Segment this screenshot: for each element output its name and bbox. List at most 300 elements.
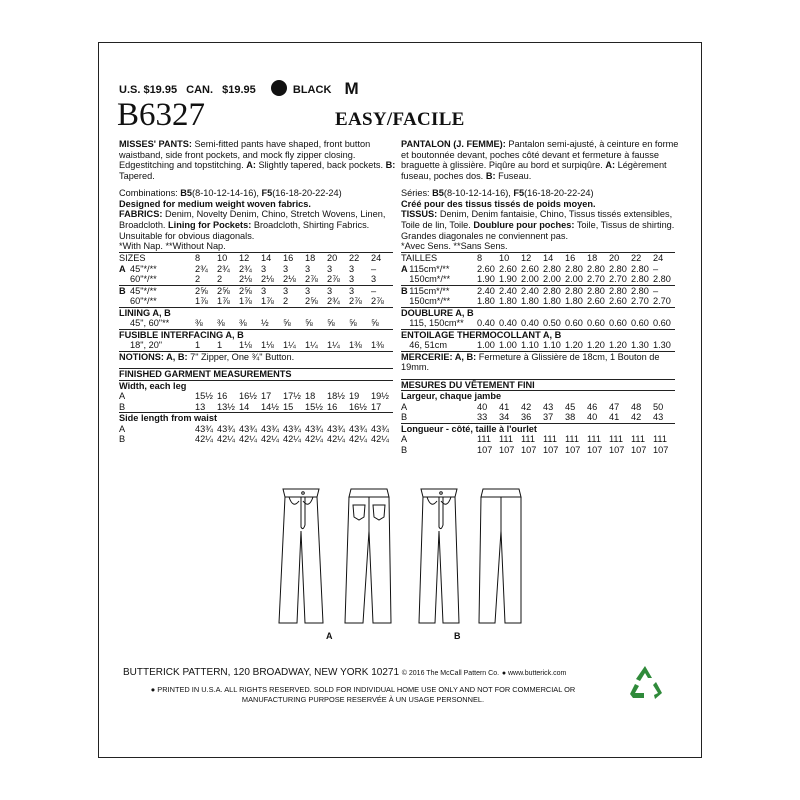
view-a-front-drawing bbox=[279, 489, 323, 623]
publisher-address: BUTTERICK PATTERN, 120 BROADWAY, NEW YORK 10271 bbox=[123, 667, 400, 678]
measurement-value: 43¾ bbox=[371, 423, 389, 434]
pattern-envelope-back bbox=[98, 42, 702, 758]
fabrics: FABRICS: Denim, Novelty Denim, Chino, Stretch Wovens, Linen, Broadcloth. Lining for Pockets: Broadcloth, Shirting Fabrics. bbox=[119, 209, 386, 230]
yardage-value: 1⅞ bbox=[217, 296, 230, 307]
yardage-row bbox=[119, 264, 393, 275]
width-header bbox=[401, 391, 675, 402]
measurement-value: 42¼ bbox=[239, 434, 257, 445]
website: ● www.butterick.com bbox=[501, 670, 567, 677]
measurement-value: 107 bbox=[521, 444, 537, 455]
yardage-value: ⅜ bbox=[195, 318, 203, 329]
yardage-value: 1.30 bbox=[653, 340, 671, 351]
measurement-value: 43¾ bbox=[349, 423, 367, 434]
size-heading: 12 bbox=[239, 253, 250, 264]
unsuitable-note: Grandes diagonales ne conviennent pas. bbox=[401, 230, 569, 241]
measurement-value: 37 bbox=[543, 412, 554, 423]
blank bbox=[409, 434, 477, 445]
yardage-value: 3 bbox=[371, 274, 377, 285]
unsuitable-note: Unsuitable for obvious diagonals. bbox=[119, 230, 255, 241]
measurement-value: 13 bbox=[195, 401, 206, 412]
yardage-value: 2.70 bbox=[653, 296, 671, 307]
view-letter: B bbox=[119, 434, 126, 445]
yardage-value: 2¾ bbox=[217, 263, 230, 274]
lining-header bbox=[119, 307, 393, 318]
measurement-value: 42¼ bbox=[217, 434, 235, 445]
yardage-value: 2.40 bbox=[521, 285, 539, 296]
yardage-value: 1.10 bbox=[521, 340, 539, 351]
yardage-value: 2.60 bbox=[521, 263, 539, 274]
blank bbox=[130, 391, 195, 402]
fabrics: TISSUS: Denim, Denim fantaisie, Chino, Tissus tissés extensibles, Toile de lin, Toile. Doublure pour poches: Toile, Tissus de shirting. bbox=[401, 209, 675, 230]
yardage-table bbox=[401, 252, 675, 455]
yardage-value: 2⅞ bbox=[371, 296, 384, 307]
measurement-value: 43¾ bbox=[217, 423, 235, 434]
measurement-value: 18½ bbox=[327, 391, 345, 402]
width-row bbox=[119, 402, 393, 413]
measurement-value: 107 bbox=[587, 444, 603, 455]
section-label: Width, each leg bbox=[119, 380, 187, 391]
width-row bbox=[401, 412, 675, 423]
side-length-header bbox=[401, 423, 675, 434]
measurement-value: 111 bbox=[653, 434, 667, 445]
yardage-value: 2.40 bbox=[499, 285, 517, 296]
nap-note: *With Nap. **Without Nap. bbox=[119, 241, 226, 252]
yardage-row bbox=[401, 296, 675, 307]
fabric-width: 60"*/** bbox=[130, 274, 157, 285]
yardage-value: 1.20 bbox=[609, 340, 627, 351]
yardage-value: ⅝ bbox=[305, 318, 313, 329]
yardage-value: 1.80 bbox=[565, 296, 583, 307]
blank bbox=[130, 424, 195, 435]
section-label: LINING A, B bbox=[119, 307, 171, 318]
yardage-value: 3 bbox=[327, 263, 333, 274]
sizes-label: SIZES bbox=[119, 253, 146, 264]
measurement-value: 42 bbox=[631, 412, 642, 423]
yardage-value: 2.00 bbox=[521, 274, 539, 285]
size-header-row bbox=[119, 253, 393, 264]
lining-row bbox=[401, 318, 675, 329]
measurement-value: 42¼ bbox=[349, 434, 367, 445]
measurement-value: 43¾ bbox=[327, 423, 345, 434]
yardage-value: – bbox=[653, 263, 659, 274]
yardage-value: 2.80 bbox=[543, 285, 561, 296]
measurement-value: 17 bbox=[371, 401, 382, 412]
yardage-table bbox=[119, 252, 393, 445]
measurement-value: 19½ bbox=[371, 391, 389, 402]
yardage-value: 2.80 bbox=[565, 285, 583, 296]
side-length-row bbox=[119, 434, 393, 445]
yardage-value: 1⅜ bbox=[349, 340, 362, 351]
width-row bbox=[401, 402, 675, 413]
section-label: MESURES DU VÊTEMENT FINI bbox=[401, 379, 535, 390]
yardage-value: 1¼ bbox=[305, 340, 318, 351]
view-letter: B bbox=[401, 412, 408, 423]
measurement-value: 16½ bbox=[349, 401, 367, 412]
lining-row bbox=[119, 318, 393, 329]
view-b-front-drawing bbox=[419, 489, 459, 623]
fabric-width: 115cm*/** bbox=[409, 263, 450, 274]
size-heading: 10 bbox=[499, 253, 510, 264]
view-letter: B bbox=[401, 285, 408, 296]
yardage-value: 1.20 bbox=[587, 340, 605, 351]
notions: NOTIONS: A, B: 7" Zipper, One ¾" Button. bbox=[119, 351, 295, 362]
sizes-label: TAILLES bbox=[401, 253, 438, 264]
yardage-value: 1⅛ bbox=[261, 340, 274, 351]
measurement-value: 40 bbox=[587, 412, 598, 423]
measurement-value: 34 bbox=[499, 412, 510, 423]
yardage-value: 2⅞ bbox=[327, 274, 340, 285]
side-length-row bbox=[119, 424, 393, 435]
fabric-width: 60"*/** bbox=[130, 296, 157, 307]
yardage-value: 2¾ bbox=[195, 263, 208, 274]
measurement-value: 43¾ bbox=[239, 423, 257, 434]
view-letter: B bbox=[119, 285, 126, 296]
measurement-value: 111 bbox=[631, 434, 645, 445]
yardage-value: ½ bbox=[261, 318, 269, 329]
yardage-value: 2.80 bbox=[631, 285, 649, 296]
yardage-row bbox=[401, 274, 675, 285]
yardage-value: 3 bbox=[305, 285, 311, 296]
yardage-value: 0.60 bbox=[587, 318, 605, 329]
yardage-value: 2.70 bbox=[587, 274, 605, 285]
blank bbox=[409, 412, 477, 423]
yardage-value: 1.30 bbox=[631, 340, 649, 351]
yardage-value: 1¼ bbox=[327, 340, 340, 351]
fabric-width: 150cm*/** bbox=[409, 274, 451, 285]
size-letter: M bbox=[344, 79, 359, 98]
measurement-value: 41 bbox=[609, 412, 620, 423]
view-letter bbox=[401, 296, 409, 307]
yardage-value: 1.00 bbox=[477, 340, 495, 351]
size-header-row bbox=[401, 253, 675, 264]
view-letter bbox=[401, 274, 409, 285]
view-a-label: A bbox=[326, 631, 333, 641]
yardage-value: – bbox=[653, 285, 659, 296]
measurement-value: 16 bbox=[327, 401, 338, 412]
yardage-value: 2.60 bbox=[477, 263, 495, 274]
interfacing-header bbox=[401, 329, 675, 340]
measurement-value: 107 bbox=[609, 444, 625, 455]
yardage-value: ⅝ bbox=[283, 318, 291, 329]
yardage-value: 2.60 bbox=[609, 296, 627, 307]
notions-label: MERCERIE: A, B: bbox=[401, 351, 477, 362]
yardage-value: 2.80 bbox=[609, 263, 627, 274]
legal-notice: ● PRINTED IN U.S.A. ALL RIGHTS RESERVED. SOLD FOR INDIVIDUAL HOME USE ONLY AND NOT FOR COMMERCIAL OR MANUFACTURING PURPOSE RESERVÉE À UN USAGE PERSONNEL. bbox=[150, 685, 576, 704]
yardage-value: 3 bbox=[261, 263, 267, 274]
notions-row bbox=[119, 351, 393, 362]
interfacing-row bbox=[119, 340, 393, 351]
side-length-header bbox=[119, 413, 393, 424]
yardage-row bbox=[401, 285, 675, 296]
fabric-width: 115cm*/** bbox=[409, 285, 450, 296]
measurement-value: 111 bbox=[565, 434, 579, 445]
yardage-value: 1 bbox=[217, 340, 223, 351]
yardage-value: 2.80 bbox=[565, 263, 583, 274]
yardage-value: ⅝ bbox=[349, 318, 357, 329]
measurement-value: 107 bbox=[543, 444, 559, 455]
description: MISSES' PANTS: Semi-fitted pants have shaped, front button waistband, side front pockets, and mock fly zipper closing. Edgestitching and topstitching. A: Slightly tapered, back pockets. B: Tapered. bbox=[119, 139, 396, 182]
yardage-value: 1.10 bbox=[543, 340, 561, 351]
yardage-value: 2⅛ bbox=[239, 274, 252, 285]
yardage-value: 2.00 bbox=[543, 274, 561, 285]
yardage-value: 2⅝ bbox=[305, 296, 318, 307]
blank bbox=[409, 445, 477, 456]
view-letter: B bbox=[119, 401, 126, 412]
measurement-value: 40 bbox=[477, 401, 488, 412]
measurement-value: 14½ bbox=[261, 401, 279, 412]
yardage-value: 2 bbox=[217, 274, 223, 285]
view-letter: B bbox=[401, 444, 408, 455]
size-heading: 22 bbox=[631, 253, 642, 264]
yardage-value: 1⅜ bbox=[371, 340, 384, 351]
interfacing-row bbox=[401, 340, 675, 351]
yardage-value: – bbox=[371, 263, 377, 274]
measurement-value: 107 bbox=[653, 444, 669, 455]
view-letter bbox=[119, 296, 130, 307]
yardage-value: 1⅛ bbox=[239, 340, 252, 351]
blank bbox=[130, 434, 195, 445]
blank bbox=[409, 402, 477, 413]
measurement-value: 42¼ bbox=[283, 434, 301, 445]
measurement-value: 50 bbox=[653, 401, 664, 412]
yardage-value: 3 bbox=[283, 285, 289, 296]
measurement-value: 107 bbox=[477, 444, 493, 455]
yardage-value: 2⅛ bbox=[261, 274, 274, 285]
publisher-line bbox=[123, 667, 566, 678]
yardage-value: 2.00 bbox=[565, 274, 583, 285]
yardage-value: 1.90 bbox=[477, 274, 495, 285]
yardage-value: 1⅞ bbox=[195, 296, 208, 307]
lining-header bbox=[401, 307, 675, 318]
finished-header bbox=[119, 369, 393, 381]
view-letter: A bbox=[401, 434, 408, 445]
fabric-width: 45", 60"** bbox=[130, 318, 170, 329]
measurement-value: 41 bbox=[499, 401, 510, 412]
measurement-value: 43¾ bbox=[261, 423, 279, 434]
measurement-value: 13½ bbox=[217, 401, 235, 412]
yardage-value: 0.60 bbox=[565, 318, 583, 329]
view-letter bbox=[119, 274, 130, 285]
yardage-value: 2.40 bbox=[477, 285, 495, 296]
measurement-value: 43¾ bbox=[283, 423, 301, 434]
size-heading: 8 bbox=[195, 253, 201, 264]
measurement-value: 48 bbox=[631, 401, 642, 412]
pants-line-drawings bbox=[269, 487, 539, 627]
section-label: Longueur - côté, taille à l'ourlet bbox=[401, 423, 537, 434]
measurement-value: 43 bbox=[543, 401, 554, 412]
yardage-value: 0.60 bbox=[653, 318, 671, 329]
measurement-value: 15½ bbox=[305, 401, 323, 412]
measurement-value: 33 bbox=[477, 412, 488, 423]
yardage-value: 0.40 bbox=[477, 318, 495, 329]
yardage-value: 2⅞ bbox=[349, 296, 362, 307]
view-a-back-drawing bbox=[345, 489, 391, 623]
yardage-value: 1.80 bbox=[521, 296, 539, 307]
notions-row bbox=[401, 351, 675, 373]
measurement-value: 111 bbox=[477, 434, 491, 445]
measurement-value: 17 bbox=[261, 391, 272, 402]
yardage-value: 2¾ bbox=[239, 263, 252, 274]
measurement-value: 14 bbox=[239, 401, 250, 412]
yardage-value: – bbox=[371, 285, 377, 296]
yardage-row bbox=[119, 296, 393, 307]
us-price: U.S. $19.95 bbox=[119, 84, 178, 96]
yardage-value: 1.00 bbox=[499, 340, 517, 351]
yardage-value: 2 bbox=[195, 274, 201, 285]
yardage-value: 2.80 bbox=[587, 285, 605, 296]
designed-for: Créé pour des tissus tissés de poids moyen. bbox=[401, 198, 596, 209]
can-label: CAN. bbox=[186, 84, 214, 96]
yardage-value: 2.60 bbox=[587, 296, 605, 307]
measurement-value: 17½ bbox=[283, 391, 301, 402]
english-column bbox=[119, 139, 397, 445]
finished-header bbox=[401, 379, 675, 391]
yardage-value: 1.80 bbox=[543, 296, 561, 307]
size-heading: 18 bbox=[305, 253, 316, 264]
yardage-value: 2.70 bbox=[631, 296, 649, 307]
interfacing-header bbox=[119, 329, 393, 340]
section-label: FINISHED GARMENT MEASUREMENTS bbox=[119, 369, 292, 380]
measurement-value: 19 bbox=[349, 391, 360, 402]
view-b-label: B bbox=[454, 631, 461, 641]
measurement-value: 18 bbox=[305, 391, 316, 402]
measurement-value: 107 bbox=[499, 444, 515, 455]
notions-label: NOTIONS: A, B: bbox=[119, 351, 188, 362]
measurement-value: 42¼ bbox=[195, 434, 213, 445]
section-label: Side length from waist bbox=[119, 413, 218, 424]
size-heading: 14 bbox=[261, 253, 272, 264]
size-heading: 10 bbox=[217, 253, 228, 264]
size-heading: 16 bbox=[283, 253, 294, 264]
view-b-back-drawing bbox=[479, 489, 521, 623]
yardage-value: 2.80 bbox=[631, 263, 649, 274]
size-heading: 8 bbox=[477, 253, 483, 264]
measurement-value: 111 bbox=[543, 434, 557, 445]
fabric-width: 46, 51cm bbox=[409, 340, 448, 351]
measurement-value: 46 bbox=[587, 401, 598, 412]
yardage-row bbox=[119, 285, 393, 296]
section-label: ENTOILAGE THERMOCOLLANT A, B bbox=[401, 329, 562, 340]
yardage-value: 2⅝ bbox=[217, 285, 230, 296]
yardage-value: 2.80 bbox=[609, 285, 627, 296]
black-circle-icon bbox=[271, 80, 287, 96]
yardage-value: 1.90 bbox=[499, 274, 517, 285]
yardage-value: 1¼ bbox=[283, 340, 296, 351]
side-length-row bbox=[401, 434, 675, 445]
yardage-value: 2⅞ bbox=[305, 274, 318, 285]
section-label: Largeur, chaque jambe bbox=[401, 391, 502, 402]
fabric-width: 45"*/** bbox=[130, 263, 157, 274]
yardage-value: ⅝ bbox=[327, 318, 335, 329]
yardage-row bbox=[401, 264, 675, 275]
yardage-value: 3 bbox=[349, 285, 355, 296]
fabric-width: 115, 150cm** bbox=[409, 318, 464, 329]
measurement-value: 45 bbox=[565, 401, 576, 412]
yardage-value: 2⅝ bbox=[195, 285, 208, 296]
measurement-value: 111 bbox=[609, 434, 623, 445]
view-letter: A bbox=[401, 401, 408, 412]
yardage-value: 0.40 bbox=[499, 318, 517, 329]
yardage-value: 1.80 bbox=[477, 296, 495, 307]
yardage-value: 2.80 bbox=[587, 263, 605, 274]
yardage-value: 2.60 bbox=[499, 263, 517, 274]
measurement-value: 107 bbox=[631, 444, 647, 455]
size-heading: 20 bbox=[327, 253, 338, 264]
measurement-value: 42¼ bbox=[261, 434, 279, 445]
measurement-value: 42¼ bbox=[305, 434, 323, 445]
yardage-value: 2¾ bbox=[327, 296, 340, 307]
yardage-value: 1.80 bbox=[499, 296, 517, 307]
french-column bbox=[401, 139, 679, 455]
measurement-value: 15 bbox=[283, 401, 294, 412]
view-letter bbox=[401, 340, 409, 351]
notions: MERCERIE: A, B: Fermeture à Glissière de 18cm, 1 Bouton de 19mm. bbox=[401, 351, 660, 373]
yardage-value: 1⅞ bbox=[239, 296, 252, 307]
yardage-value: 2 bbox=[283, 296, 289, 307]
difficulty-level: EASY/FACILE bbox=[335, 109, 465, 130]
fabric-width: 150cm*/** bbox=[409, 296, 451, 307]
yardage-value: 3 bbox=[349, 263, 355, 274]
yardage-row bbox=[119, 274, 393, 285]
yardage-value: 2.80 bbox=[631, 274, 649, 285]
yardage-value: 1 bbox=[195, 340, 201, 351]
yardage-value: 3 bbox=[349, 274, 355, 285]
designed-for: Designed for medium weight woven fabrics. bbox=[119, 198, 311, 209]
yardage-value: 0.60 bbox=[609, 318, 627, 329]
width-header bbox=[119, 380, 393, 391]
measurement-value: 47 bbox=[609, 401, 620, 412]
size-heading: 14 bbox=[543, 253, 554, 264]
size-heading: 22 bbox=[349, 253, 360, 264]
measurement-value: 111 bbox=[499, 434, 513, 445]
section-label: FUSIBLE INTERFACING A, B bbox=[119, 329, 244, 340]
size-heading: 12 bbox=[521, 253, 532, 264]
view-letter: A bbox=[119, 391, 126, 402]
view-letter: A bbox=[401, 263, 408, 274]
yardage-value: 2⅝ bbox=[239, 285, 252, 296]
measurement-value: 16 bbox=[217, 391, 228, 402]
yardage-value: 2⅛ bbox=[283, 274, 296, 285]
recycle-icon bbox=[625, 663, 665, 703]
yardage-value: 3 bbox=[327, 285, 333, 296]
price-line bbox=[119, 79, 365, 99]
yardage-value: 1⅞ bbox=[261, 296, 274, 307]
yardage-value: ⅜ bbox=[239, 318, 247, 329]
combinations: Séries: B5(8-10-12-14-16), F5(16-18-20-22-24) bbox=[401, 187, 594, 198]
measurement-value: 43¾ bbox=[305, 423, 323, 434]
measurement-value: 111 bbox=[587, 434, 601, 445]
view-letter bbox=[401, 318, 409, 329]
section-label: DOUBLURE A, B bbox=[401, 307, 474, 318]
fabric-width: 45"*/** bbox=[130, 285, 157, 296]
width-row bbox=[119, 391, 393, 402]
yardage-value: 0.50 bbox=[543, 318, 561, 329]
yardage-value: 2.80 bbox=[653, 274, 671, 285]
size-heading: 24 bbox=[371, 253, 382, 264]
measurement-value: 107 bbox=[565, 444, 581, 455]
size-heading: 20 bbox=[609, 253, 620, 264]
size-heading: 16 bbox=[565, 253, 576, 264]
can-price: $19.95 bbox=[222, 84, 256, 96]
yardage-value: ⅜ bbox=[217, 318, 225, 329]
measurement-value: 38 bbox=[565, 412, 576, 423]
yardage-value: ⅝ bbox=[371, 318, 379, 329]
yardage-value: 3 bbox=[261, 285, 267, 296]
view-letter bbox=[119, 340, 130, 351]
yardage-value: 2.70 bbox=[609, 274, 627, 285]
combinations: Combinations: B5(8-10-12-14-16), F5(16-18-20-22-24) bbox=[119, 187, 342, 198]
yardage-value: 3 bbox=[283, 263, 289, 274]
